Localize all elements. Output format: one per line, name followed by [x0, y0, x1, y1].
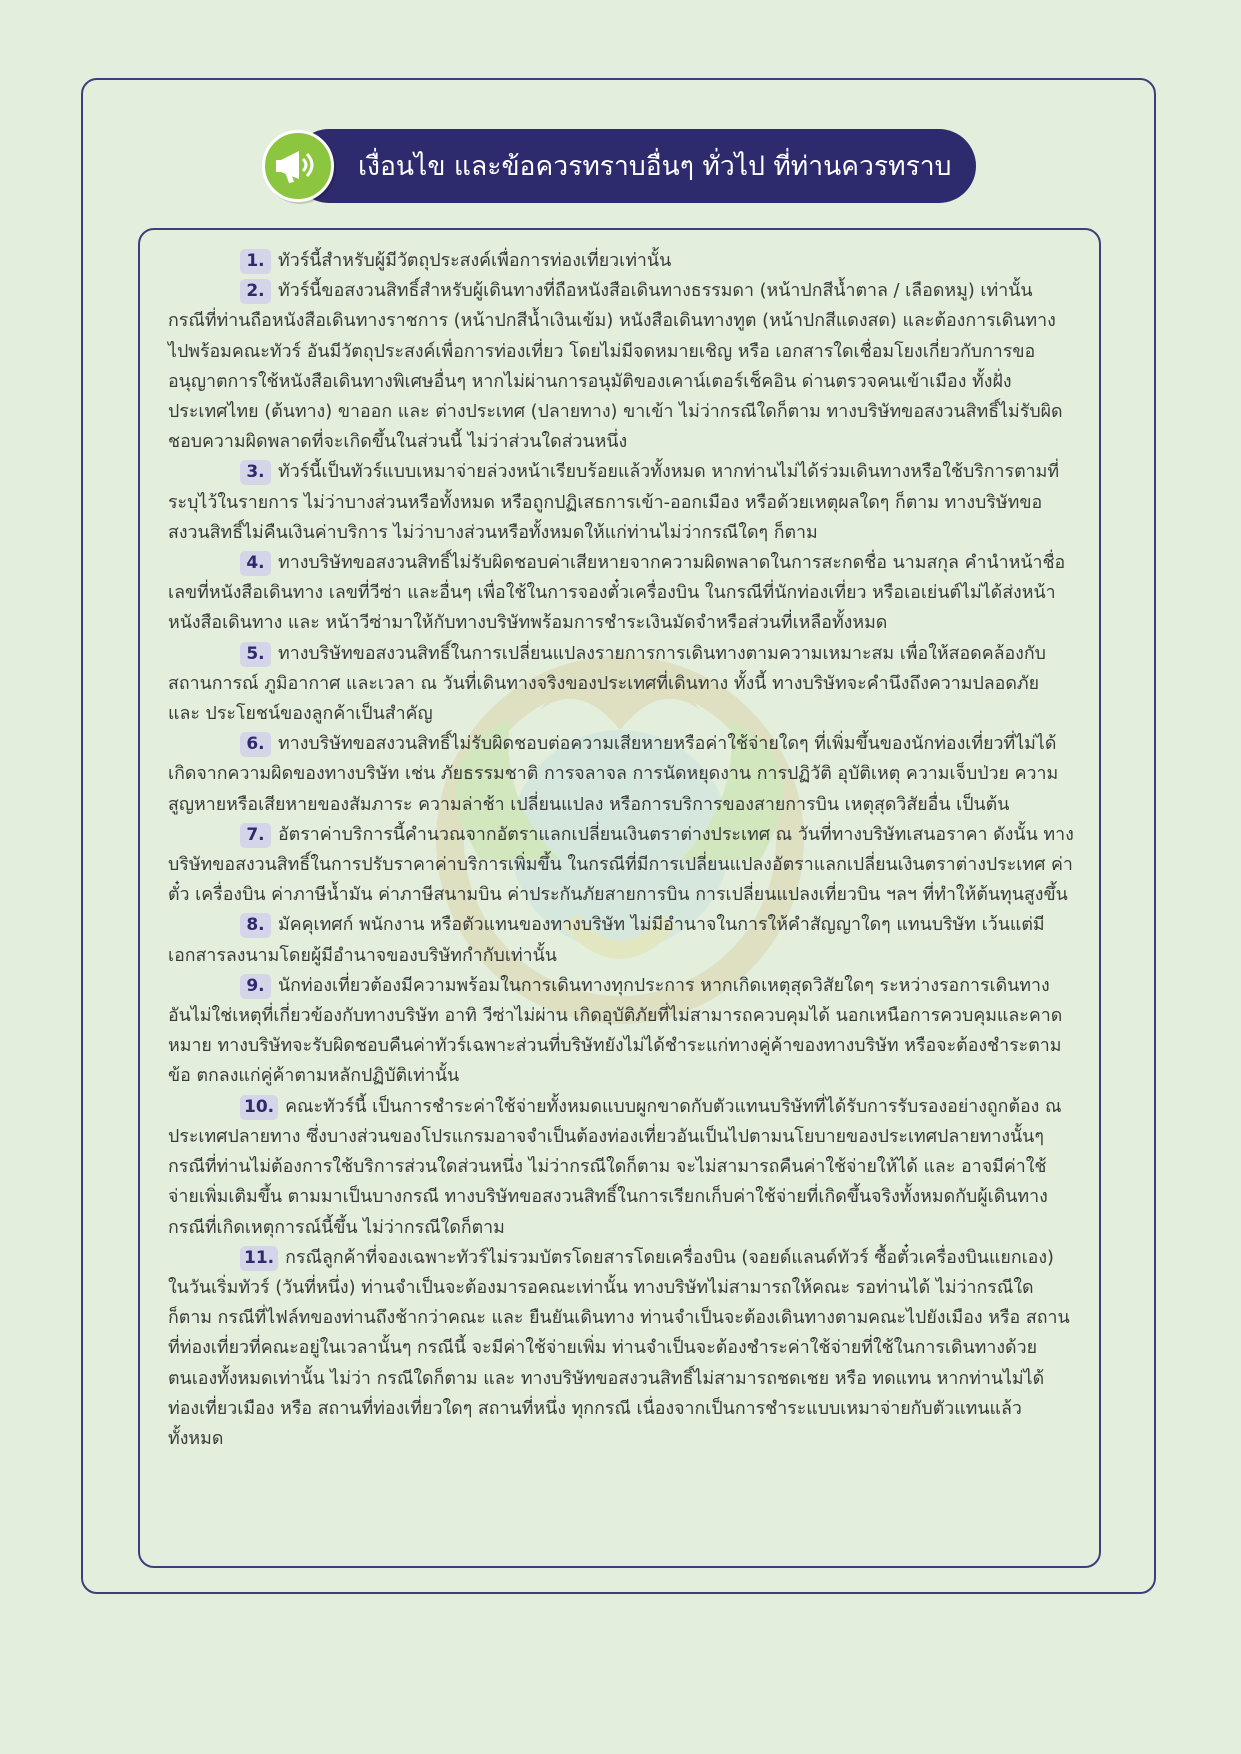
item-text: ทางบริษัทขอสงวนสิทธิ์ไม่รับผิดชอบต่อความเสียหายหรือค่าใช้จ่ายใดๆ ที่เพิ่มขึ้นของนักท่องเที่ยวที่ไม่ได้เกิดจากความผิดของทางบริษัท เช่น ภัยธรรมชาติ การจลาจล การนัดหยุดงาน การปฏิวัติ อุบัติเหตุ ความเจ็บป่วย ความสูญหายหรือเสียหายของสัมภาระ ความล่าช้า เปลี่ยนแปลง หรือการบริการของสายการบิน เหตุสุดวิสัยอื่น เป็นต้น [168, 733, 1059, 815]
item-text: ทัวร์นี้เป็นทัวร์แบบเหมาจ่ายล่วงหน้าเรียบร้อยแล้วทั้งหมด หากท่านไม่ได้ร่วมเดินทางหรือใช้บริการตามที่ระบุไว้ในรายการ ไม่ว่าบางส่วนหรือทั้งหมด หรือถูกปฏิเสธการเข้า-ออกเมือง หรือด้วยเหตุผลใดๆ ก็ตาม ทางบริษัทขอสงวนสิทธิ์ไม่คืนเงินค่าบริการ ไม่ว่าบางส่วนหรือทั้งหมดให้แก่ท่านไม่ว่ากรณีใดๆ ก็ตาม [168, 461, 1060, 543]
term-item-6 [168, 729, 1074, 820]
term-item-8 [168, 910, 1074, 970]
term-item-7 [168, 820, 1074, 911]
title-pill [292, 129, 976, 203]
term-item-5 [168, 639, 1074, 730]
item-text: มัคคุเทศก์ พนักงาน หรือตัวแทนของทางบริษัท ไม่มีอำนาจในการให้คำสัญญาใดๆ แทนบริษัท เว้นแต่มีเอกสารลงนามโดยผู้มีอำนาจของบริษัทกำกับเท่านั้น [168, 914, 1045, 966]
page-title: เงื่อนไข และข้อควรทราบอื่นๆ ทั่วไป ที่ท่านควรทราบ [358, 151, 952, 182]
item-number: 11. [240, 1246, 278, 1271]
item-text: คณะทัวร์นี้ เป็นการชำระค่าใช้จ่ายทั้งหมดแบบผูกขาดกับตัวแทนบริษัทที่ได้รับการรับรองอย่างถูกต้อง ณ ประเทศปลายทาง ซึ่งบางส่วนของโปรแกรมอาจจำเป็นต้องท่องเที่ยวอันเป็นไปตามนโยบายของประเทศปลายทางนั้นๆ กรณีที่ท่านไม่ต้องการใช้บริการส่วนใดส่วนหนึ่ง ไม่ว่ากรณีใดก็ตาม จะไม่สามารถคืนค่าใช้จ่ายให้ได้ และ อาจมีค่าใช้จ่ายเพิ่มเติมขึ้น ตามมาเป็นบางกรณี ทางบริษัทขอสงวนสิทธิ์ในการเรียกเก็บค่าใช้จ่ายที่เกิดขึ้นจริงทั้งหมดกับผู้เดินทาง กรณีที่เกิดเหตุการณ์นี้ขึ้น ไม่ว่ากรณีใดก็ตาม [168, 1095, 1062, 1238]
item-number: 1. [240, 249, 271, 274]
item-number: 6. [240, 732, 271, 757]
item-number: 2. [240, 279, 271, 304]
item-number: 7. [240, 823, 271, 848]
item-text: ทางบริษัทขอสงวนสิทธิ์ในการเปลี่ยนแปลงรายการการเดินทางตามความเหมาะสม เพื่อให้สอดคล้องกับ สถานการณ์ ภูมิอากาศ และเวลา ณ วันที่เดินทางจริงของประเทศที่เดินทาง ทั้งนี้ ทางบริษัทจะคำนึงถึงความปลอดภัย และ ประโยชน์ของลูกค้าเป็นสำคัญ [168, 642, 1046, 725]
item-number: 10. [240, 1095, 278, 1120]
item-text: ทางบริษัทขอสงวนสิทธิ์ไม่รับผิดชอบค่าเสียหายจากความผิดพลาดในการสะกดชื่อ นามสกุล คำนำหน้าชื่อ เลขที่หนังสือเดินทาง เลขที่วีซ่า และอื่นๆ เพื่อใช้ในการจองตั๋วเครื่องบิน ในกรณีที่นักท่องเที่ยว หรือเอเย่นต์ไม่ได้ส่งหน้าหนังสือเดินทาง และ หน้าวีซ่ามาให้กับทางบริษัทพร้อมการชำระเงินมัดจำหรือส่วนที่เหลือทั้งหมด [168, 552, 1066, 634]
title-banner [262, 128, 976, 204]
item-number: 5. [240, 642, 271, 667]
term-item-11 [168, 1243, 1074, 1454]
item-text: ทัวร์นี้ขอสงวนสิทธิ์สำหรับผู้เดินทางที่ถือหนังสือเดินทางธรรมดา (หน้าปกสีน้ำตาล / เลือดหมู) เท่านั้น กรณีที่ท่านถือหนังสือเดินทางราชการ (หน้าปกสีน้ำเงินเข้ม) หนังสือเดินทางทูต (หน้าปกสีแดงสด) และต้องการเดินทางไปพร้อมคณะทัวร์ อันมีวัตถุประสงค์เพื่อการท่องเที่ยว โดยไม่มีจดหมายเชิญ หรือ เอกสารใดเชื่อมโยงเกี่ยวกับการขออนุญาตการใช้หนังสือเดินทางพิเศษอื่นๆ หากไม่ผ่านการอนุมัติของเคาน์เตอร์เช็คอิน ด่านตรวจคนเข้าเมือง ทั้งฝั่งประเทศไทย (ต้นทาง) ขาออก และ ต่างประเทศ (ปลายทาง) ขาเข้า ไม่ว่ากรณีใดก็ตาม ทางบริษัทขอสงวนสิทธิ์ไม่รับผิดชอบความผิดพลาดที่จะเกิดขึ้นในส่วนนี้ ไม่ว่าส่วนใดส่วนหนึ่ง [168, 280, 1063, 453]
term-item-9 [168, 971, 1074, 1092]
item-number: 9. [240, 974, 271, 999]
term-item-4 [168, 548, 1074, 639]
item-number: 3. [240, 460, 271, 485]
term-item-2 [168, 276, 1074, 457]
item-text: อัตราค่าบริการนี้คำนวณจากอัตราแลกเปลี่ยนเงินตราต่างประเทศ ณ วันที่ทางบริษัทเสนอราคา ดังนั้น ทางบริษัทขอสงวนสิทธิ์ในการปรับราคาค่าบริการเพิ่มขึ้น ในกรณีที่มีการเปลี่ยนแปลงอัตราแลกเปลี่ยนเงินตราต่างประเทศ ค่าตั๋ว เครื่องบิน ค่าภาษีน้ำมัน ค่าภาษีสนามบิน ค่าประกันภัยสายการบิน การเปลี่ยนแปลงเที่ยวบิน ฯลฯ ที่ทำให้ต้นทุนสูงขึ้น [168, 823, 1074, 906]
terms-list [168, 246, 1074, 1454]
item-text: กรณีลูกค้าที่จองเฉพาะทัวร์ไม่รวมบัตรโดยสารโดยเครื่องบิน (จอยด์แลนด์ทัวร์ ซื้อตั๋วเครื่องบินแยกเอง) ในวันเริ่มทัวร์ (วันที่หนึ่ง) ท่านจำเป็นจะต้องมารอคณะเท่านั้น ทางบริษัทไม่สามารถให้คณะ รอท่านได้ ไม่ว่ากรณีใดก็ตาม กรณีที่ไฟล์ทของท่านถึงช้ากว่าคณะ และ ยืนยันเดินทาง ท่านจำเป็นจะต้องเดินทางตามคณะไปยังเมือง หรือ สถานที่ท่องเที่ยวที่คณะอยู่ในเวลานั้นๆ กรณีนี้ จะมีค่าใช้จ่ายเพิ่ม ท่านจำเป็นจะต้องชำระค่าใช้จ่ายที่ใช้ในการเดินทางด้วยตนเองทั้งหมดเท่านั้น ไม่ว่า กรณีใดก็ตาม และ ทางบริษัทขอสงวนสิทธิ์ไม่สามารถชดเชย หรือ ทดแทน หากท่านไม่ได้ท่องเที่ยวเมือง หรือ สถานที่ท่องเที่ยวใดๆ สถานที่หนึ่ง ทุกกรณี เนื่องจากเป็นการชำระแบบเหมาจ่ายกับตัวแทนแล้วทั้งหมด [168, 1246, 1070, 1449]
item-text: ทัวร์นี้สำหรับผู้มีวัตถุประสงค์เพื่อการท่องเที่ยวเท่านั้น [278, 250, 672, 271]
item-number: 8. [240, 913, 271, 938]
megaphone-icon [262, 130, 334, 202]
term-item-3 [168, 457, 1074, 548]
term-item-1 [168, 246, 1074, 276]
term-item-10 [168, 1092, 1074, 1243]
item-number: 4. [240, 551, 271, 576]
item-text: นักท่องเที่ยวต้องมีความพร้อมในการเดินทางทุกประการ หากเกิดเหตุสุดวิสัยใดๆ ระหว่างรอการเดินทาง อันไม่ใช่เหตุที่เกี่ยวข้องกับทางบริษัท อาทิ วีซ่าไม่ผ่าน เกิดอุบัติภัยที่ไม่สามารถควบคุมได้ นอกเหนือการควบคุมและคาดหมาย ทางบริษัทจะรับผิดชอบคืนค่าทัวร์เฉพาะส่วนที่บริษัทยังไม่ได้ชำระแก่ทางคู่ค้าของทางบริษัท หรือจะต้องชำระตามข้อ ตกลงแก่คู่ค้าตามหลักปฏิบัติเท่านั้น [168, 974, 1063, 1087]
